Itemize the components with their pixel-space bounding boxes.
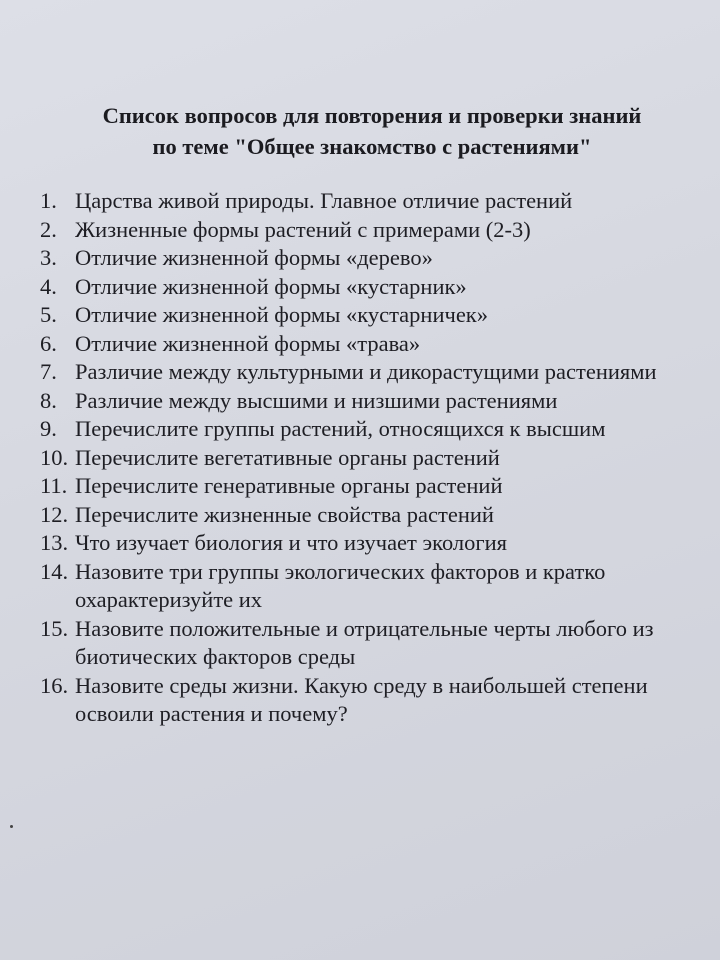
item-number: 15.	[40, 615, 69, 641]
list-item	[40, 387, 710, 416]
item-text: Назовите положительные и отрицательные черты любого из биотических факторов среды	[75, 615, 654, 669]
item-text: Назовите три группы экологических факторов и кратко охарактеризуйте их	[75, 558, 606, 612]
list-item	[40, 615, 710, 672]
list-item	[40, 501, 710, 530]
item-text: Отличие жизненной формы «дерево»	[75, 245, 433, 270]
item-text: Назовите среды жизни. Какую среду в наибольшей степени освоили растения и почему?	[75, 672, 648, 726]
item-text: Жизненные формы растений с примерами (2-3)	[75, 216, 531, 242]
list-item	[40, 358, 710, 387]
list-item	[40, 444, 710, 473]
list-item	[40, 529, 710, 558]
paper-speck	[10, 825, 13, 828]
question-list	[40, 187, 710, 729]
item-number: 16.	[40, 672, 69, 698]
item-text: Различие между культурными и дикорастущими растениями	[75, 359, 657, 384]
list-item	[40, 216, 710, 245]
item-text: Отличие жизненной формы «кустарник»	[75, 273, 467, 299]
list-item	[40, 187, 710, 216]
item-number: 2.	[40, 216, 57, 242]
item-text: Перечислите группы растений, относящихся к высшим	[75, 416, 606, 441]
item-number: 6.	[40, 330, 57, 356]
item-number: 8.	[40, 387, 57, 413]
item-number: 3.	[40, 245, 57, 270]
list-item	[40, 301, 710, 330]
item-number: 10.	[40, 444, 69, 470]
item-number: 7.	[40, 359, 57, 384]
item-text: Отличие жизненной формы «трава»	[75, 330, 421, 356]
list-item	[40, 558, 710, 615]
item-number: 1.	[40, 188, 57, 213]
item-text: Различие между высшими и низшими растениями	[75, 387, 558, 413]
item-number: 9.	[40, 416, 57, 441]
item-number: 4.	[40, 273, 57, 299]
item-text: Перечислите жизненные свойства растений	[75, 501, 494, 527]
item-text: Перечислите вегетативные органы растений	[75, 444, 500, 470]
item-text: Царства живой природы. Главное отличие растений	[75, 188, 573, 213]
list-item	[40, 672, 710, 729]
item-number: 5.	[40, 302, 57, 327]
item-number: 11.	[40, 473, 68, 498]
list-item	[40, 330, 710, 359]
item-text: Отличие жизненной формы «кустарничек»	[75, 302, 488, 327]
item-number: 12.	[40, 501, 69, 527]
item-number: 13.	[40, 530, 69, 555]
title-line-2: по теме "Общее знакомство с растениями"	[152, 134, 592, 159]
item-text: Перечислите генеративные органы растений	[75, 473, 503, 498]
title-line-1: Список вопросов для повторения и проверки знаний	[102, 103, 642, 128]
document-title	[0, 100, 720, 162]
item-number: 14.	[40, 558, 69, 584]
list-item	[40, 244, 710, 273]
list-item	[40, 472, 710, 501]
item-text: Что изучает биология и что изучает экология	[75, 530, 507, 555]
list-item	[40, 415, 710, 444]
list-item	[40, 273, 710, 302]
